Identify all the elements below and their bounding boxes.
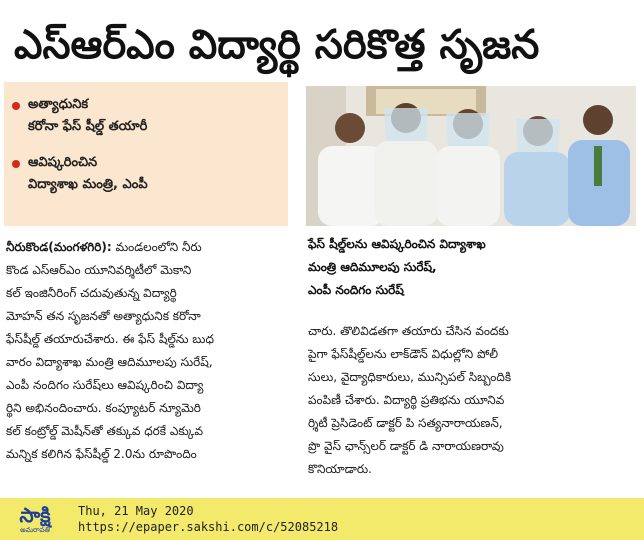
news-photo xyxy=(306,86,636,226)
article-line: కొండ ఎస్‌ఆర్‌ఎం యూనివర్శిటీలో మెకాని xyxy=(6,263,192,277)
article-line: కల్ ఇంజినీరింగ్ చదువుతున్న విద్యార్థి xyxy=(6,286,177,300)
article-line: ఎంపీ నందిగం సురేష్‌లు ఆవిష్కరించి విద్యా xyxy=(6,378,204,392)
highlights-box xyxy=(4,82,288,226)
caption-line: మంత్రి ఆదిమూలపు సురేష్, xyxy=(308,260,437,274)
article-line: పంపిణీ చేశారు. విద్యార్థి ప్రతిభను యూనివ xyxy=(308,393,505,407)
photo-caption xyxy=(308,233,638,302)
article-line: మండలంలోని నీరు xyxy=(115,240,202,254)
caption-line: ఎంపీ నందిగం సురేష్ xyxy=(308,283,404,297)
bullet-dot-icon xyxy=(12,102,20,110)
logo-text: సాక్షి xyxy=(19,502,51,527)
edition-date: Thu, 21 May 2020 xyxy=(78,504,194,518)
highlight-line: కరోనా ఫేస్ షీల్డ్ తయారీ xyxy=(28,119,148,134)
bullet-dot-icon xyxy=(12,160,20,168)
article-line: కొనియాడారు. xyxy=(308,462,372,476)
dateline: నీరుకొండ(మంగళగిరి): xyxy=(6,240,112,254)
article-line: మన్నిక కలిగిన ఫేస్‌షీల్డ్ 2.0ను రూపొందిం xyxy=(6,447,197,461)
epaper-link[interactable]: https://epaper.sakshi.com/c/52085218 xyxy=(78,520,339,534)
article-line: సులు, వైద్యాధికారులు, మున్సిపల్ సిబ్బందికి xyxy=(308,370,512,384)
article-column-right xyxy=(308,320,638,481)
article-line: వారం విద్యాశాఖ మంత్రి ఆదిమూలపు సురేష్, xyxy=(6,355,213,369)
footer-bar xyxy=(0,498,644,540)
caption-line: ఫేస్ షీల్డ్‌లను ఆవిష్కరించిన విద్యాశాఖ xyxy=(308,237,486,251)
highlight-line: అత్యాధునిక xyxy=(28,97,89,112)
logo-subtext: అమరావతి xyxy=(20,525,50,534)
article-column-left xyxy=(6,236,298,466)
article-line: పైగా ఫేస్‌షీల్డ్‌లను లాక్‌డౌన్ విధుల్లోని పోలీ xyxy=(308,347,499,361)
article-line: కల్ కంట్రోల్డ్ మెషీన్‌తో తక్కువ ధరకే ఎక్కువ xyxy=(6,424,203,438)
article-line: ర్శిటీ ప్రెసిడెంట్ డాక్టర్ పి సత్యనారాయణన్, xyxy=(308,416,503,430)
highlight-line: ఆవిష్కరించిన xyxy=(28,155,98,170)
article-line: ఫేస్‌షీల్డ్ తయారుచేశారు. ఈ ఫేస్ షీల్డ్‌ను బుధ xyxy=(6,332,214,346)
article-line: ర్థిని అభినందించారు. కంప్యూటర్ న్యూమెరి xyxy=(6,401,201,415)
photo-illustration xyxy=(306,86,636,226)
headline: ఎస్‌ఆర్‌ఎం విద్యార్థి సరికొత్త సృజన xyxy=(14,22,540,68)
highlight-item xyxy=(12,94,280,138)
article-line: ప్రొ వైస్ ఛాన్స్‌లర్ డాక్టర్ డి నారాయణరావు xyxy=(308,439,504,453)
highlight-line: విద్యాశాఖ మంత్రి, ఎంపీ xyxy=(28,177,148,192)
article-line: చారు. తొలివిడతగా తయారు చేసిన వందకు xyxy=(308,324,509,338)
article-line: మోహన్ తన సృజనతో అత్యాధునిక కరోనా xyxy=(6,309,201,323)
highlight-item xyxy=(12,152,280,196)
sakshi-logo xyxy=(0,498,70,540)
